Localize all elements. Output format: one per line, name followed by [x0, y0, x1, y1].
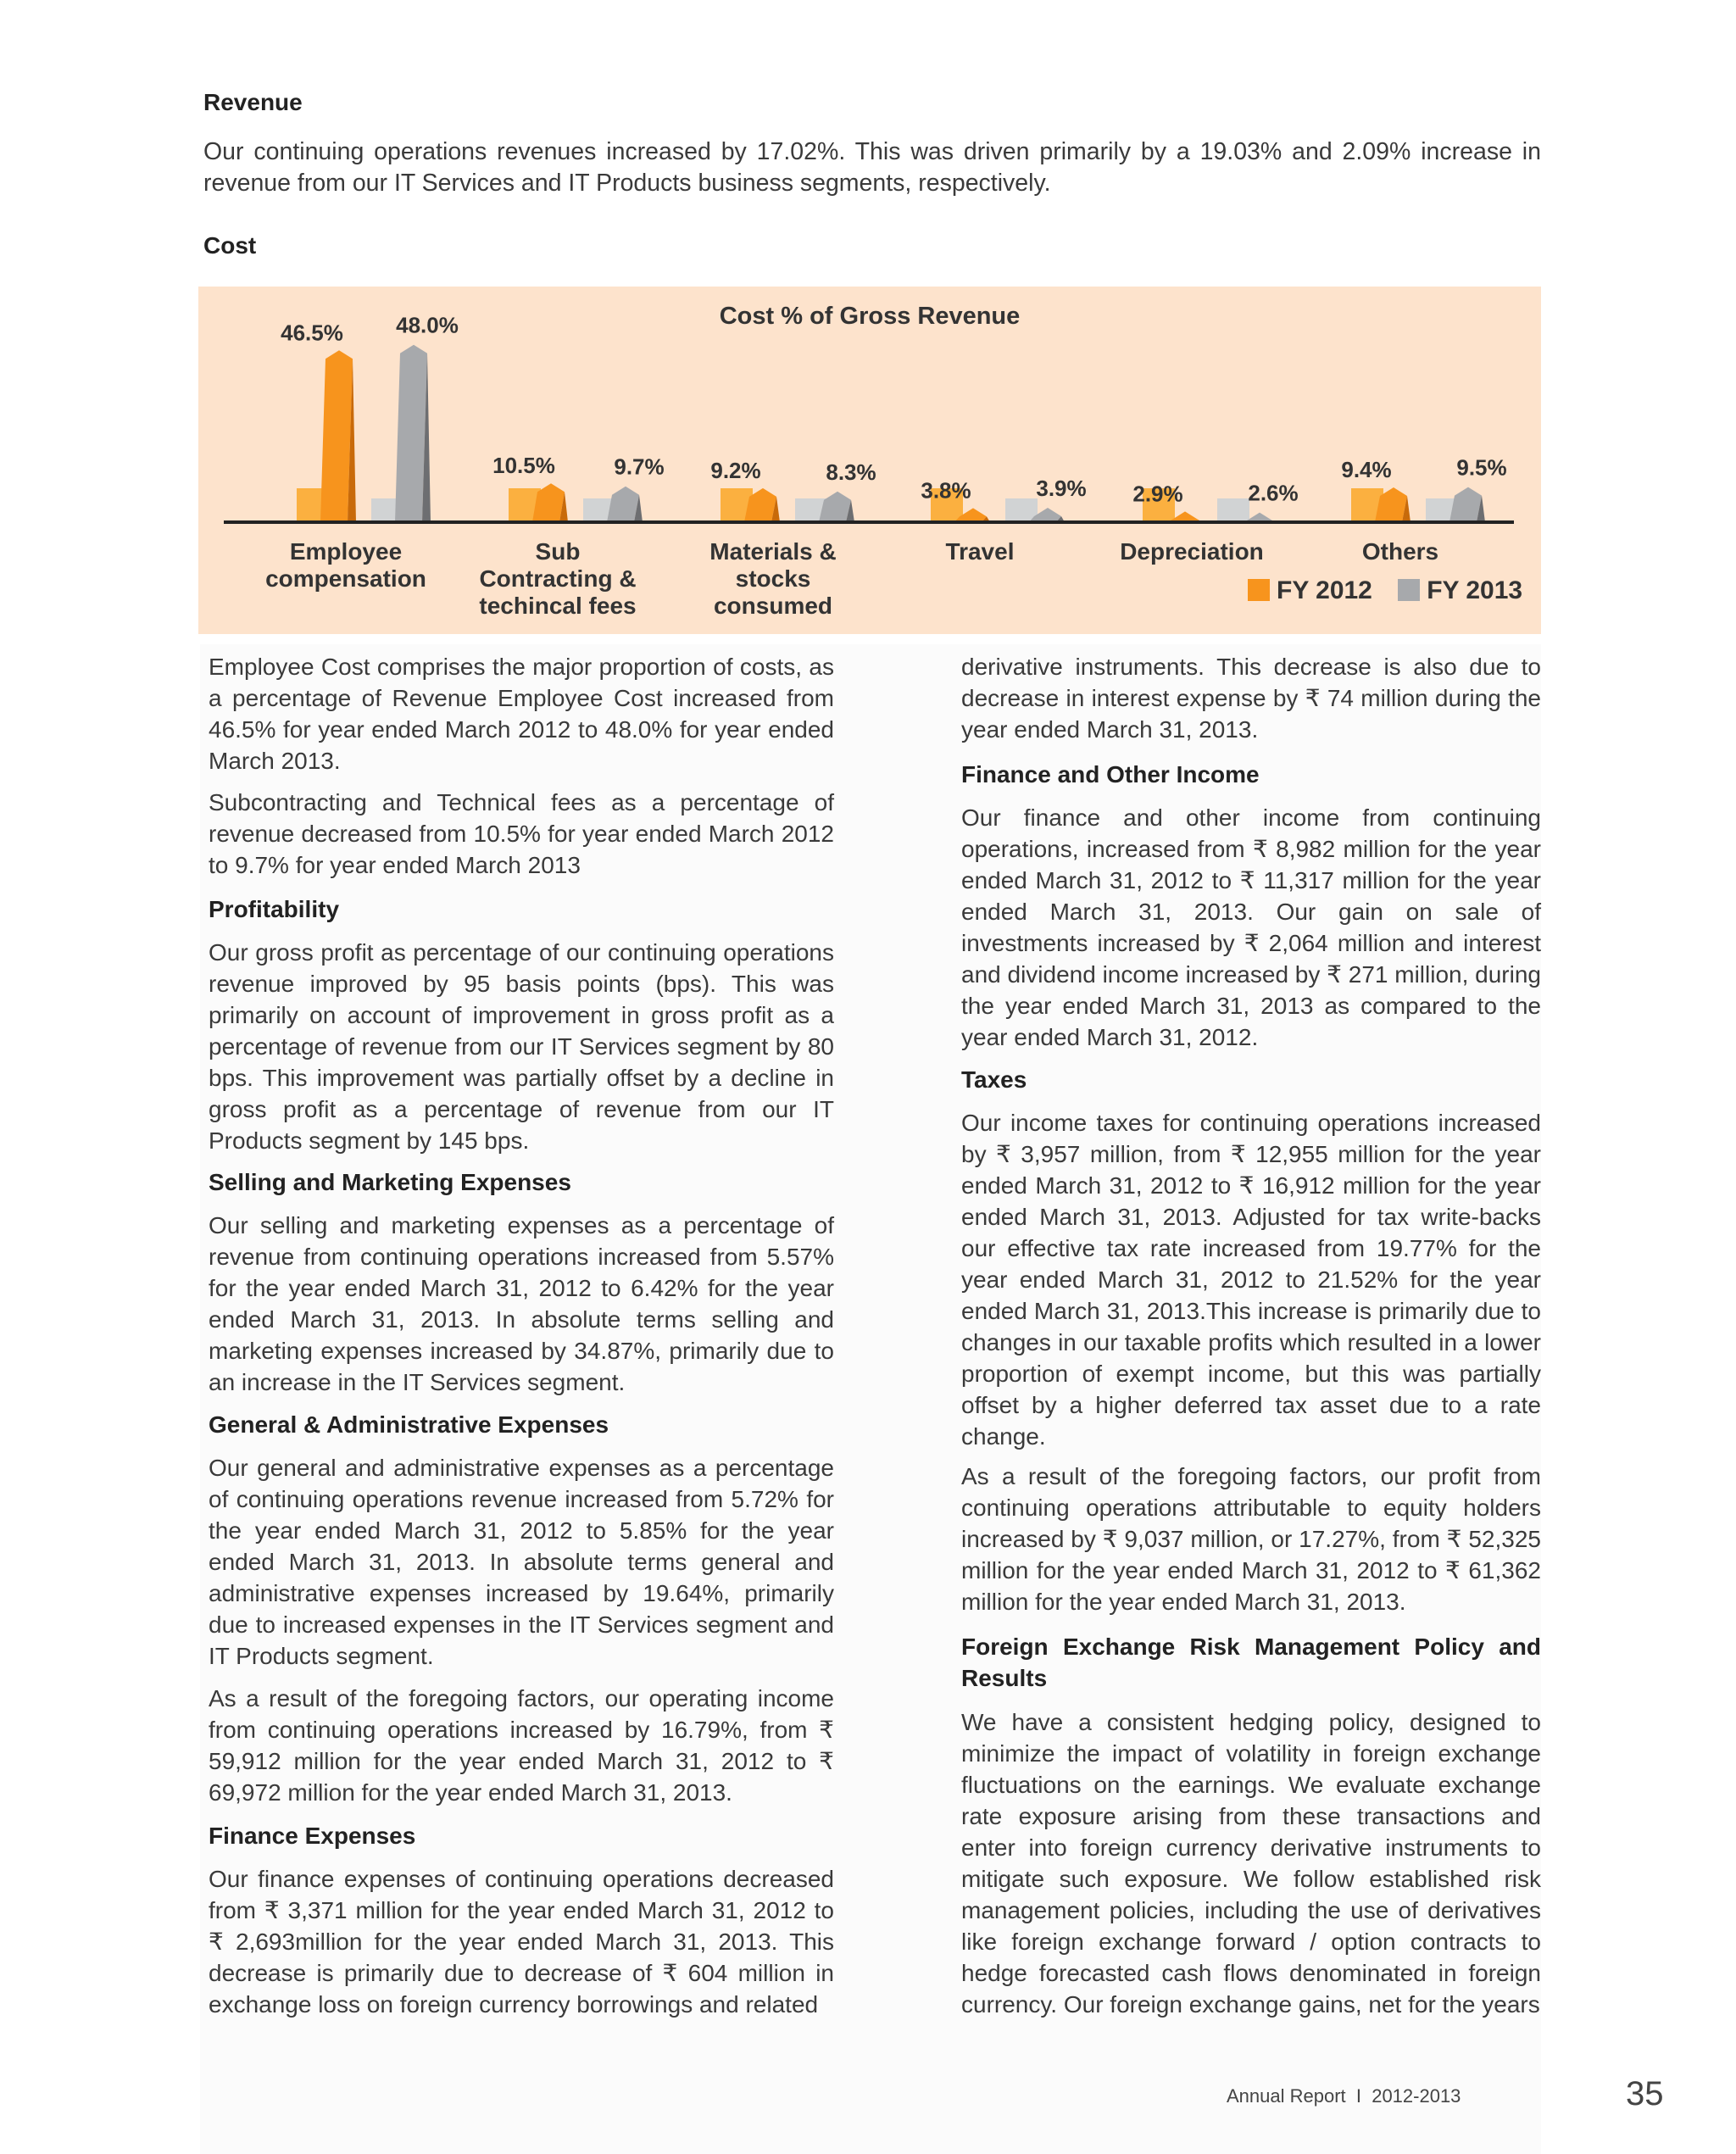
profitability-paragraph: Our gross profit as percentage of our continuing operations revenue improved by 95 basis points (bps). This was primarily on account of improvement in gross profit as a percentage of revenue from our IT Services segment by 80 bps. This improvement was partially offset by a decline in gross profit as a percentage of revenue from our IT Products segment by 145 bps. — [209, 939, 834, 1154]
selling-paragraph: Our selling and marketing expenses as a percentage of revenue from continuing operations increased from 5.57% for the year ended March 31, 2012 to 6.42% for the year ended March 31, 2013. In absolute terms selling and marketing expenses increased by 34.87%, primarily due to an increase in the IT Services segment. — [209, 1212, 834, 1395]
category-label-2-line-0: Materials & — [709, 538, 837, 565]
ga-paragraph: Our general and administrative expenses as a percentage of continuing operations revenue increased from 5.72% for the year ended March 31, 2012 to 5.85% for the year ended March 31, 2013. In absolute terms general and administrative expenses increased by 19.64%, primarily due to increased expenses in the IT Services segment and IT Products segment. — [209, 1455, 834, 1669]
data-label-fy2013-1: 9.7% — [614, 454, 665, 480]
ga-heading: General & Administrative Expenses — [209, 1411, 609, 1438]
legend-swatch-fy2012 — [1248, 579, 1270, 601]
profit-paragraph: As a result of the foregoing factors, our profit from continuing operations attributable to equity holders increased by ₹ 9,037 million, or 17.27%, from ₹ 52,325 million for the year ended March 31, 2012 to ₹ 61,362 million for the year ended March 31, 2013. — [961, 1463, 1541, 1615]
category-label-4-line-0: Depreciation — [1120, 538, 1264, 565]
bar-fy2012-0 — [320, 350, 353, 522]
category-label-0-line-1: compensation — [265, 565, 426, 592]
data-label-fy2013-2: 8.3% — [826, 459, 876, 485]
finance-expenses-paragraph: Our finance expenses of continuing operations decreased from ₹ 3,371 million for the year ended March 31, 2012 to ₹ 2,693million for the year ended March 31, 2013. This decrease is primarily due to decrease of ₹ 604 million in exchange loss on foreign currency borrowings and related — [209, 1866, 834, 2018]
profitability-heading: Profitability — [209, 896, 340, 922]
selling-heading: Selling and Marketing Expenses — [209, 1169, 571, 1195]
chart-legend — [1248, 576, 1522, 605]
forex-paragraph: We have a consistent hedging policy, designed to minimize the impact of volatility in foreign exchange fluctuations on the earnings. We evaluate exchange rate exposure arising from these transactions and enter into foreign currency derivative instruments to mitigate such exposure. We follow established risk management policies, including the use of derivatives like foreign exchange forward / option contracts to hedge forecasted cash flows denominated in foreign currency. Our foreign exchange gains, net for the years — [961, 1709, 1541, 2018]
revenue-heading: Revenue — [203, 89, 303, 115]
data-label-fy2013-4: 2.6% — [1248, 480, 1299, 506]
page-number: 35 — [1626, 2075, 1664, 2112]
forex-heading: Foreign Exchange Risk Management Policy and Results — [961, 1634, 1541, 1691]
subcontracting-paragraph: Subcontracting and Technical fees as a percentage of revenue decreased from 10.5% for year ended March 2012 to 9.7% for year ended March 2013 — [209, 789, 834, 878]
category-label-2-line-2: consumed — [713, 593, 833, 619]
bar-base-fy2013-4 — [1217, 498, 1249, 522]
data-label-fy2012-1: 10.5% — [492, 453, 555, 479]
bar-fy2013-5 — [1449, 487, 1482, 522]
data-label-fy2012-0: 46.5% — [281, 320, 343, 346]
category-label-3-line-0: Travel — [945, 538, 1015, 565]
category-label-1-line-0: Sub — [535, 538, 581, 565]
operating-income-paragraph: As a result of the foregoing factors, our operating income from continuing operations increased by 16.79%, from ₹ 59,912 million for the year ended March 31, 2012 to ₹ 69,972 million for the year ended March 31, 2013. — [209, 1685, 834, 1806]
chart-title: Cost % of Gross Revenue — [719, 303, 1021, 330]
data-label-fy2013-5: 9.5% — [1456, 454, 1507, 481]
employee-cost-paragraph: Employee Cost comprises the major proportion of costs, as a percentage of Revenue Employee Cost increased from 46.5% for year ended March 2012 to 48.0% for year ended March 2013. — [209, 654, 834, 774]
data-label-fy2012-3: 3.8% — [921, 477, 971, 504]
category-label-2-line-1: stocks — [735, 565, 811, 592]
footer-text: Annual Report I 2012-2013 — [1227, 2085, 1461, 2107]
data-label-fy2013-3: 3.9% — [1036, 475, 1087, 501]
category-label-5-line-0: Others — [1361, 538, 1439, 565]
data-label-fy2012-4: 2.9% — [1132, 481, 1183, 507]
bar-fy2013-1 — [607, 487, 639, 522]
cost-heading: Cost — [203, 232, 257, 259]
category-label-1-line-2: techincal fees — [479, 593, 637, 619]
finance-income-heading: Finance and Other Income — [961, 761, 1260, 788]
bar-fy2013-2 — [819, 492, 851, 522]
taxes-paragraph: Our income taxes for continuing operations increased by ₹ 3,957 million, from ₹ 12,955 million for the year ended March 31, 2012 to ₹ 16,912 million for the year ended March 31, 2013. Adjusted for tax write-backs our effective tax rate increased from 19.77% for the year ended March 31, 2012 to 21.52% for the year ended March 31, 2013.This increase is primarily due to changes in our taxable profits which resulted in a lower proportion of exempt income, but this was partially offset by a higher deferred tax asset due to a rate change. — [961, 1110, 1541, 1450]
taxes-heading: Taxes — [961, 1066, 1027, 1093]
finance-income-paragraph: Our finance and other income from continuing operations, increased from ₹ 8,982 million for the year ended March 31, 2012 to ₹ 11,317 million for the year ended March 31, 2013. Our gain on sale of investments increased by ₹ 2,064 million and interest and dividend income increased by ₹ 271 million, during the year ended March 31, 2013 as compared to the year ended March 31, 2012. — [961, 804, 1541, 1050]
legend-label-fy2012: FY 2012 — [1277, 576, 1372, 604]
finance-expenses-heading: Finance Expenses — [209, 1823, 416, 1849]
revenue-text: Our continuing operations revenues increased by 17.02%. This was driven primarily by a 19.03% and 2.09% increase in revenue from our IT Services and IT Products business segments, respectively. — [203, 138, 1541, 197]
legend-swatch-fy2013 — [1398, 579, 1420, 601]
data-label-fy2013-0: 48.0% — [396, 312, 459, 338]
data-label-fy2012-2: 9.2% — [710, 457, 761, 483]
category-label-0-line-0: Employee — [289, 538, 403, 565]
data-label-fy2012-5: 9.4% — [1341, 457, 1392, 483]
category-label-1-line-1: Contracting & — [479, 565, 637, 592]
derivative-paragraph: derivative instruments. This decrease is also due to decrease in interest expense by ₹ 74 million during the year ended March 31, 2013. — [961, 654, 1541, 743]
bar-fy2013-0 — [395, 345, 427, 522]
cost-chart — [198, 287, 1541, 634]
legend-label-fy2013: FY 2013 — [1427, 576, 1523, 604]
